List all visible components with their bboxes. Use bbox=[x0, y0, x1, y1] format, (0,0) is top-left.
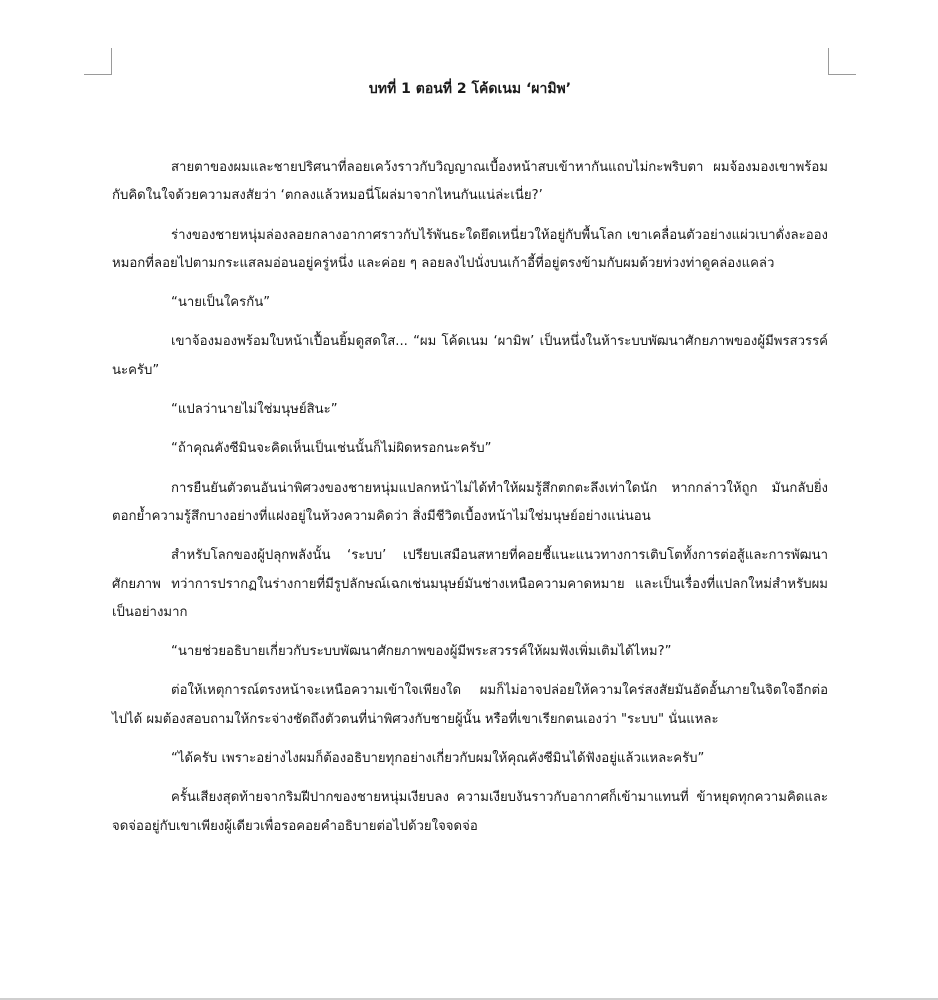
paragraph-9: “นายช่วยอธิบายเกี่ยวกับระบบพัฒนาศักยภาพของผู้มีพระสวรรค์ให้ผมฟังเพิ่มเติมได้ไหม?” bbox=[171, 644, 672, 660]
paragraph-7: การยืนยันตัวตนอันน่าพิศวงของชายหนุ่มแปลกหน้าไม่ได้ทำให้ผมรู้สึกตกตะลึงเท่าใดนัก หากกล่าวให้ถูก มันกลับยิ่งตอกย้ำความรู้สึกบางอย่างที่แฝงอยู่ในห้วงความคิดว่า สิ่งมีชีวิตเบื้องหน้าไม่ใช่มนุษย์อย่างแน่นอน bbox=[112, 480, 828, 524]
paragraph-2: ร่างของชายหนุ่มล่องลอยกลางอากาศราวกับไร้พันธะใดยึดเหนี่ยวให้อยู่กับพื้นโลก เขาเคลื่อนตัวอย่างแผ่วเบาดั่งละอองหมอกที่ลอยไปตามกระแสลมอ่อนอยู่ครู่หนึ่ง และค่อย ๆ ลอยลงไปนั่งบนเก้าอี้ที่อยู่ตรงข้ามกับผมด้วยท่วงท่าดูคล่องแคล่ว bbox=[112, 227, 828, 271]
paragraph-6: “ถ้าคุณคังซีมินจะคิดเห็นเป็นเช่นนั้นก็ไม่ผิดหรอกนะครับ” bbox=[171, 441, 492, 457]
paragraph-4: เขาจ้องมองพร้อมใบหน้าเปื้อนยิ้มดูสดใส... “ผม โค้ดเนม ‘ผามิพ’ เป็นหนึ่งในห้าระบบพัฒนาศักยภาพของผู้มีพรสวรรค์นะครับ” bbox=[112, 334, 828, 378]
paragraph-5: “แปลว่านายไม่ใช่มนุษย์สินะ” bbox=[171, 402, 338, 418]
paragraph-8: สำหรับโลกของผู้ปลุกพลังนั้น ‘ระบบ’ เปรียบเสมือนสหายที่คอยชี้แนะแนวทางการเติบโตทั้งการต่อสู้และการพัฒนาศักยภาพ ทว่าการปรากฏในร่างกายที่มีรูปลักษณ์เฉกเช่นมนุษย์มันช่างเหนือความคาดหมาย และเป็นเรื่องที่แปลกใหม่สำหรับผมเป็นอย่างมาก bbox=[112, 548, 828, 620]
chapter-title: บทที่ 1 ตอนที่ 2 โค้ดเนม ‘ผามิพ’ bbox=[368, 81, 572, 97]
paragraph-11: “ได้ครับ เพราะอย่างไงผมก็ต้องอธิบายทุกอย่างเกี่ยวกับผมให้คุณคังซีมินได้ฟังอยู่แล้วแหละครับ” bbox=[171, 751, 705, 767]
paragraph-1: สายตาของผมและชายปริศนาที่ลอยเคว้งราวกับวิญญาณเบื้องหน้าสบเข้าหากันแถบไม่กะพริบตา ผมจ้องมองเขาพร้อมกับคิดในใจด้วยความสงสัยว่า ‘ตกลงแล้วหมอนี่โผล่มาจากไหนกันแน่ล่ะเนี่ย?’ bbox=[112, 160, 828, 204]
document-body[interactable] bbox=[112, 154, 828, 852]
crop-mark-top-right bbox=[828, 48, 856, 75]
paragraph-10: ต่อให้เหตุการณ์ตรงหน้าจะเหนือความเข้าใจเพียงใด ผมก็ไม่อาจปล่อยให้ความใคร่สงสัยมันอัดอั้นภายในจิตใจอีกต่อไปได้ ผมต้องสอบถามให้กระจ่างชัดถึงตัวตนที่น่าพิศวงกับชายผู้นั้น หรือที่เขาเรียกตนเองว่า "ระบบ" นั่นแหละ bbox=[112, 683, 828, 727]
crop-mark-top-left bbox=[84, 48, 112, 75]
paragraph-3: “นายเป็นใครกัน” bbox=[171, 295, 271, 311]
paragraph-12: ครั้นเสียงสุดท้ายจากริมฝีปากของชายหนุ่มเงียบลง ความเงียบงันราวกับอากาศก็เข้ามาแทนที่ ข้าหยุดทุกความคิดและจดจ่ออยู่กับเขาเพียงผู้เดียวเพื่อรอคอยคำอธิบายต่อไปด้วยใจจดจ่อ bbox=[112, 790, 828, 834]
